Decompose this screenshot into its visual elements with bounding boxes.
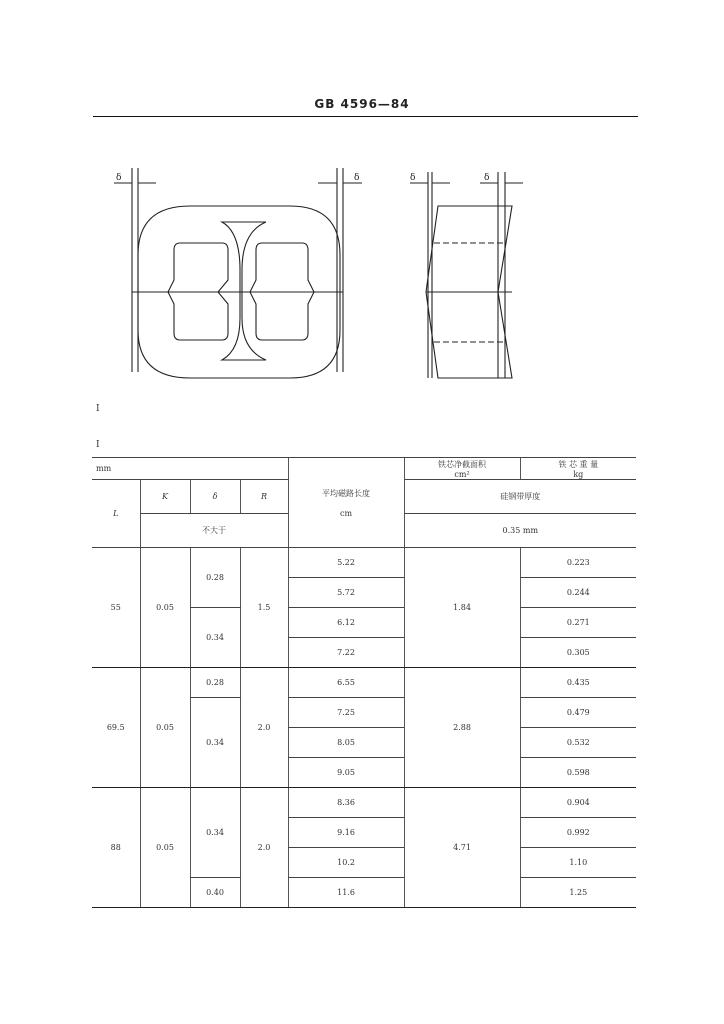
cell-length: 10.2 [288, 848, 404, 878]
cell-length: 6.12 [288, 608, 404, 638]
cell-R: 2.0 [240, 668, 288, 788]
path-length-header: 平均磁路长度 [322, 488, 371, 498]
cell-weight: 0.532 [520, 728, 636, 758]
cell-weight: 0.244 [520, 578, 636, 608]
cell-length: 8.36 [288, 788, 404, 818]
cell-weight: 1.25 [520, 878, 636, 908]
cell-length: 9.05 [288, 758, 404, 788]
weight-unit: kg [573, 469, 584, 479]
cell-K: 0.05 [140, 668, 190, 788]
cell-delta: 0.34 [190, 788, 240, 878]
path-length-unit: cm [340, 508, 353, 518]
col-L-header: L [92, 480, 140, 548]
cell-weight: 0.992 [520, 818, 636, 848]
col-R-header: R [240, 480, 288, 514]
delta-label: δ [116, 173, 122, 183]
col-K-header: K [140, 480, 190, 514]
cell-L: 69.5 [92, 668, 140, 788]
cell-weight: 0.223 [520, 548, 636, 578]
header-rule [93, 116, 638, 117]
delta-label: δ [484, 173, 490, 183]
cell-weight: 0.479 [520, 698, 636, 728]
area-header: 铁芯净截面积 [438, 459, 487, 469]
thickness-label: 硅钢带厚度 [404, 480, 636, 514]
cell-length: 5.72 [288, 578, 404, 608]
cell-weight: 0.435 [520, 668, 636, 698]
figure-mark: I [96, 404, 100, 414]
unit-label: mm [92, 458, 288, 480]
cell-area: 1.84 [404, 548, 520, 668]
cell-length: 8.05 [288, 728, 404, 758]
area-unit: cm² [454, 469, 470, 479]
cell-area: 4.71 [404, 788, 520, 908]
cell-delta: 0.40 [190, 878, 240, 908]
delta-label: δ [410, 173, 416, 183]
thickness-value: 0.35 mm [404, 514, 636, 548]
table-mark: I [96, 440, 100, 450]
cell-length: 9.16 [288, 818, 404, 848]
cell-delta: 0.34 [190, 698, 240, 788]
cell-weight: 1.10 [520, 848, 636, 878]
cell-K: 0.05 [140, 548, 190, 668]
cell-R: 1.5 [240, 548, 288, 668]
not-greater-label: 不大于 [140, 514, 288, 548]
cell-L: 55 [92, 548, 140, 668]
cell-weight: 0.271 [520, 608, 636, 638]
cell-L: 88 [92, 788, 140, 908]
spec-table [92, 457, 636, 908]
cell-weight: 0.598 [520, 758, 636, 788]
cell-length: 7.25 [288, 698, 404, 728]
cell-length: 11.6 [288, 878, 404, 908]
cell-K: 0.05 [140, 788, 190, 908]
table-row [92, 668, 636, 698]
cell-length: 7.22 [288, 638, 404, 668]
cell-length: 6.55 [288, 668, 404, 698]
cell-delta: 0.28 [190, 668, 240, 698]
cell-weight: 0.904 [520, 788, 636, 818]
cell-weight: 0.305 [520, 638, 636, 668]
col-delta-header: δ [190, 480, 240, 514]
weight-header: 铁 芯 重 量 [558, 459, 599, 469]
cell-delta: 0.34 [190, 608, 240, 668]
cell-length: 5.22 [288, 548, 404, 578]
cell-area: 2.88 [404, 668, 520, 788]
core-drawing [100, 168, 540, 388]
page-header: GB 4596—84 [314, 97, 410, 111]
cell-R: 2.0 [240, 788, 288, 908]
delta-label: δ [354, 173, 360, 183]
cell-delta: 0.28 [190, 548, 240, 608]
table-row [92, 548, 636, 578]
table-row [92, 788, 636, 818]
